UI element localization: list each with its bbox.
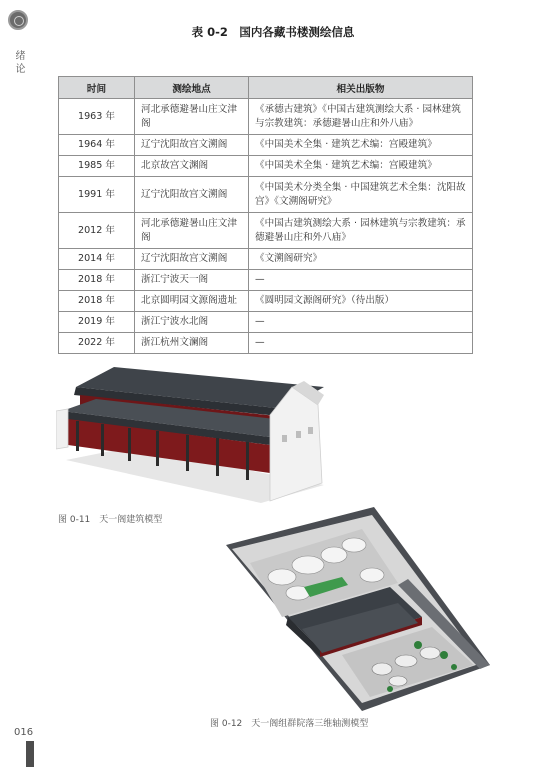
table-row bbox=[59, 156, 473, 177]
header-publication: 相关出版物 bbox=[249, 77, 473, 99]
figure-caption-0-11: 图 0-11 天一阁建筑模型 bbox=[58, 515, 163, 525]
tianyige-courtyard-model-image bbox=[222, 505, 492, 712]
courtyard-model-drawing bbox=[222, 505, 492, 712]
cell-time: 1985 年 bbox=[59, 156, 135, 177]
cell-publication: — bbox=[249, 270, 473, 291]
table-row bbox=[59, 249, 473, 270]
table-row bbox=[59, 213, 473, 249]
survey-info-table bbox=[58, 76, 473, 354]
cell-location: 辽宁沈阳故宫文溯阁 bbox=[135, 177, 249, 213]
cell-publication: 《中国美术分类全集 · 中国建筑艺术全集：沈阳故宫》《文溯阁研究》 bbox=[249, 177, 473, 213]
cell-time: 2018 年 bbox=[59, 291, 135, 312]
cell-time: 2022 年 bbox=[59, 333, 135, 354]
cell-publication: — bbox=[249, 333, 473, 354]
cell-publication: 《文溯阁研究》 bbox=[249, 249, 473, 270]
table-row bbox=[59, 177, 473, 213]
table-row bbox=[59, 333, 473, 354]
table-header-row bbox=[59, 77, 473, 99]
page-edge-bar bbox=[26, 741, 34, 767]
cell-publication: 《承德古建筑》《中国古建筑测绘大系 · 园林建筑与宗教建筑：承德避暑山庄和外八庙》 bbox=[249, 99, 473, 135]
cell-publication: 《圆明园文源阁研究》（待出版） bbox=[249, 291, 473, 312]
cell-time: 2012 年 bbox=[59, 213, 135, 249]
header-time: 时间 bbox=[59, 77, 135, 99]
chapter-label: 绪论 bbox=[13, 50, 24, 76]
cell-publication: 《中国古建筑测绘大系 · 园林建筑与宗教建筑：承德避暑山庄和外八庙》 bbox=[249, 213, 473, 249]
cell-location: 浙江杭州文澜阁 bbox=[135, 333, 249, 354]
table-title: 表 0-2 国内各藏书楼测绘信息 bbox=[191, 25, 355, 39]
cell-publication: 《中国美术全集 · 建筑艺术编：宫殿建筑》 bbox=[249, 156, 473, 177]
table-row bbox=[59, 270, 473, 291]
cell-time: 1963 年 bbox=[59, 99, 135, 135]
cell-location: 河北承德避暑山庄文津阁 bbox=[135, 213, 249, 249]
cell-time: 2018 年 bbox=[59, 270, 135, 291]
cell-time: 1991 年 bbox=[59, 177, 135, 213]
cell-location: 辽宁沈阳故宫文溯阁 bbox=[135, 135, 249, 156]
cell-location: 北京故宫文渊阁 bbox=[135, 156, 249, 177]
building-model-drawing bbox=[56, 365, 326, 505]
cell-publication: 《中国美术全集 · 建筑艺术编：宫殿建筑》 bbox=[249, 135, 473, 156]
page-number: 016 bbox=[14, 727, 34, 738]
header-location: 测绘地点 bbox=[135, 77, 249, 99]
figure-caption-0-12: 图 0-12 天一阁组群院落三维轴测模型 bbox=[210, 719, 369, 729]
table-row bbox=[59, 99, 473, 135]
cell-location: 浙江宁波天一阁 bbox=[135, 270, 249, 291]
cell-location: 辽宁沈阳故宫文溯阁 bbox=[135, 249, 249, 270]
table-row bbox=[59, 312, 473, 333]
table-row bbox=[59, 135, 473, 156]
tianyige-building-model-image bbox=[56, 365, 326, 505]
cell-location: 河北承德避暑山庄文津阁 bbox=[135, 99, 249, 135]
cell-time: 2014 年 bbox=[59, 249, 135, 270]
cell-publication: — bbox=[249, 312, 473, 333]
cell-location: 北京圆明园文源阁遗址 bbox=[135, 291, 249, 312]
cell-location: 浙江宁波水北阁 bbox=[135, 312, 249, 333]
table-row bbox=[59, 291, 473, 312]
cell-time: 1964 年 bbox=[59, 135, 135, 156]
cell-time: 2019 年 bbox=[59, 312, 135, 333]
